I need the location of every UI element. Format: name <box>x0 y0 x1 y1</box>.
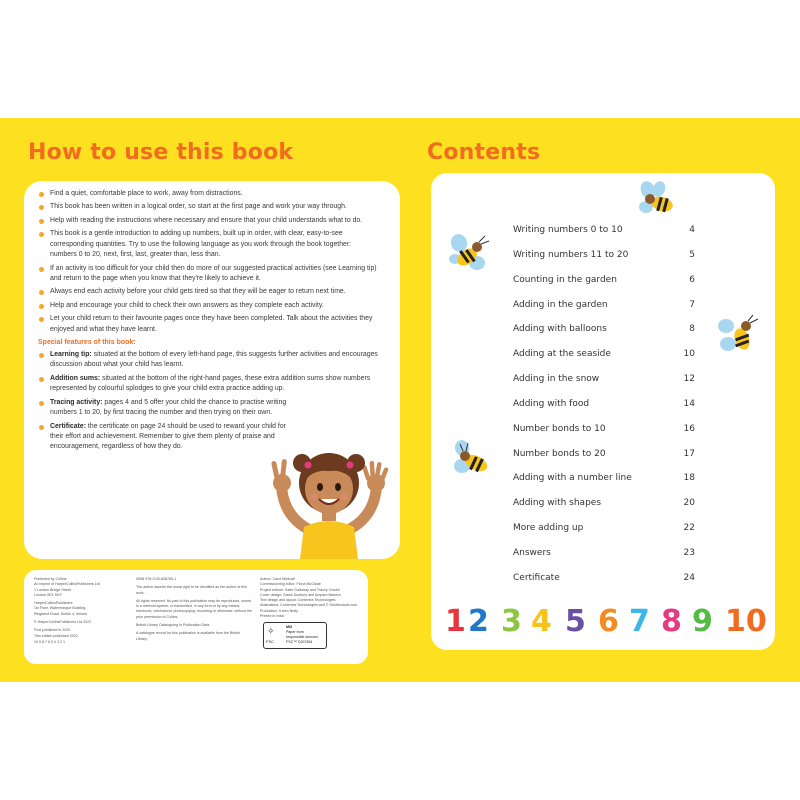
number-glyph: 1 <box>445 604 466 639</box>
features-list <box>38 350 378 453</box>
credit-line: Illustrations: Contentra Technologies and © Shutterstock.com <box>260 603 358 608</box>
editions-block <box>34 628 122 639</box>
number-glyph: 5 <box>565 604 586 639</box>
number-glyph: 3 <box>501 604 522 639</box>
toc-entry <box>513 573 695 587</box>
imprint-credits-column <box>260 577 364 622</box>
toc-title: Writing numbers 0 to 10 <box>513 225 623 235</box>
fsc-label-line: MIX <box>286 625 293 629</box>
feature-item <box>38 422 288 453</box>
feature-text: the certificate on page 24 should be used to reward your child for their effort and achievement. Remember to give them plenty of praise and encouragement, regardless of how they do. <box>50 422 286 451</box>
toc-title: Answers <box>513 548 551 558</box>
imprint-line: This edition published 2022 <box>34 633 78 638</box>
special-features-title: Special features of this book: <box>38 338 136 346</box>
toc-entry <box>513 300 695 314</box>
bee-icon <box>452 438 498 480</box>
imprint-line: First published in 2020 <box>34 628 71 633</box>
toc-page-number: 20 <box>683 498 695 508</box>
toc-page-number: 24 <box>683 573 695 583</box>
feature-term: Tracing activity: <box>50 398 103 406</box>
credit-line: Project editors: Katie Galloway and Tracey Cowell <box>260 587 340 592</box>
number-glyph: 6 <box>598 604 619 639</box>
credit-line: Text design and layout: Contentra Technologies <box>260 598 336 603</box>
toc-entry <box>513 324 695 338</box>
fsc-label-line: FSC™ C007454 <box>286 640 313 644</box>
imprint-line: 1 London Bridge Street <box>34 587 71 592</box>
bee-icon <box>716 314 762 358</box>
feature-item <box>38 350 378 371</box>
how-to-use-heading: How to use this book <box>28 140 294 165</box>
toc-page-number: 6 <box>689 275 695 285</box>
rights-paragraph: A catalogue record for this publication is available from the British Library. <box>136 631 240 641</box>
publisher-block <box>34 577 122 598</box>
dublin-block <box>34 601 122 617</box>
feature-text: pages 4 and 5 offer your child the chance to practise writing numbers 1 to 20, by first tracing the number and then trying on their own. <box>50 398 287 417</box>
instruction-item: Find a quiet, comfortable place to work, away from distractions. <box>38 189 378 199</box>
toc-title: Number bonds to 10 <box>513 424 606 434</box>
imprint-panel <box>24 570 368 664</box>
instruction-item: If an activity is too difficult for your child then do more of our suggested practical activities (see Learning tip) and return to the page when you know that they're likely to achieve it. <box>38 264 378 285</box>
imprint-rights-column <box>136 577 252 645</box>
toc-page-number: 18 <box>683 473 695 483</box>
rights-paragraph: All rights reserved. No part of this publication may be reproduced, stored in a retrieval system, or transmitted, in any form or by any means, electronic, mechanical, photocopying, recording or otherwise, without the prior permission of Collins. <box>136 598 252 619</box>
toc-page-number: 5 <box>689 250 695 260</box>
number-glyph: 2 <box>468 604 489 639</box>
instruction-item: This book is a gentle introduction to adding up numbers, built up in order, with clear, easy-to-see corresponding quantities. Try to use the following language as you work through the book together: numbers 0 to 20, next, first, last, greater than, less than. <box>38 229 378 260</box>
instruction-item: Let your child return to their favourite pages once they have been completed. Talk about the activities they enjoyed and what they have learnt. <box>38 314 378 335</box>
imprint-line: HarperCollinsPublishers <box>34 601 73 606</box>
toc-page-number: 22 <box>683 523 695 533</box>
toc-title: Adding with shapes <box>513 498 602 508</box>
imprint-line: Ringsend Road, Dublin 4, Ireland <box>34 611 87 616</box>
book-spread <box>0 118 800 682</box>
toc-page-number: 10 <box>683 349 695 359</box>
isbn-line: ISBN 978-0-00-838789-1 <box>136 577 177 581</box>
toc-title: Adding in the snow <box>513 374 600 384</box>
toc-title: Counting in the garden <box>513 275 617 285</box>
imprint-line: 1st Floor, Watermarque Building, <box>34 606 87 611</box>
toc-entry <box>513 523 695 537</box>
feature-term: Learning tip: <box>50 350 92 358</box>
feature-term: Addition sums: <box>50 374 101 382</box>
print-line: 10 9 8 7 6 5 4 3 2 1 <box>34 639 65 644</box>
toc-entry <box>513 424 695 438</box>
toc-title: Adding with balloons <box>513 324 607 334</box>
instruction-item: This book has been written in a logical order, so start at the first page and work your way through. <box>38 202 378 212</box>
toc-page-number: 14 <box>683 399 695 409</box>
credit-line: Cover design: Sarah Duxbury and Amparo Barrera <box>260 592 341 597</box>
number-row <box>441 605 769 641</box>
toc-title: Adding at the seaside <box>513 349 611 359</box>
bee-icon <box>632 181 678 219</box>
feature-term: Certificate: <box>50 422 86 430</box>
number-glyph: 4 <box>531 604 552 639</box>
toc-entry <box>513 473 695 487</box>
toc-entry <box>513 498 695 512</box>
copyright-line: © HarperCollinsPublishers Ltd 2022 <box>34 620 92 625</box>
rights-paragraph: The author asserts the moral right to be identified as the author of this work. <box>136 585 247 595</box>
number-glyph: 8 <box>661 604 682 639</box>
credit-line: Production: Karen Nulty <box>260 608 298 613</box>
toc-page-number: 16 <box>683 424 695 434</box>
toc-entry <box>513 399 695 413</box>
toc-entry <box>513 225 695 239</box>
instruction-item: Always end each activity before your child gets tired so that they will be eager to return next time. <box>38 287 378 297</box>
credit-line: Commissioning editor: Fiona McGlade <box>260 582 321 587</box>
contents-heading: Contents <box>427 140 541 165</box>
toc-page-number: 23 <box>683 548 695 558</box>
number-glyph: 9 <box>692 604 713 639</box>
fsc-label-line: responsible sources <box>286 635 318 639</box>
feature-item <box>38 398 288 419</box>
bee-icon <box>447 233 495 275</box>
credit-line: Printed in India <box>260 614 284 619</box>
feature-text: situated at the bottom of the right-hand pages, these extra addition sums show numbers represented by colourful splodges to give your child extra practice adding up. <box>50 374 371 393</box>
credit-line: Author: Carol Medcalf <box>260 577 295 581</box>
instructions-list <box>38 189 378 456</box>
fsc-certification-badge <box>263 622 327 649</box>
toc-page-number: 7 <box>689 300 695 310</box>
fsc-label-line: Paper from <box>286 630 304 634</box>
feature-text: situated at the bottom of every left-hand page, this suggests further activities and encourages discussion about what your child has learnt. <box>50 350 378 369</box>
fsc-logo-text: FSC <box>266 639 274 644</box>
toc-entry <box>513 349 695 363</box>
feature-item <box>38 374 378 395</box>
toc-page-number: 4 <box>689 225 695 235</box>
imprint-publisher-column <box>34 577 122 648</box>
toc-page-number: 12 <box>683 374 695 384</box>
rights-paragraph: British Library Cataloguing in Publication Data <box>136 623 210 628</box>
toc-title: Adding with food <box>513 399 590 409</box>
toc-page-number: 17 <box>683 449 695 459</box>
imprint-line: An imprint of HarperCollinsPublishers Ltd <box>34 582 100 587</box>
toc-title: Certificate <box>513 573 560 583</box>
toc-title: More adding up <box>513 523 584 533</box>
toc-page-number: 8 <box>689 324 695 334</box>
instructions-panel <box>24 181 400 559</box>
toc-title: Writing numbers 11 to 20 <box>513 250 629 260</box>
toc-entry <box>513 449 695 463</box>
imprint-line: London SE1 9GF <box>34 592 62 597</box>
instruction-item: Help and encourage your child to check their own answers as they complete each activity. <box>38 301 378 311</box>
number-glyph: 7 <box>629 604 650 639</box>
imprint-line: Published by Collins <box>34 577 67 581</box>
child-illustration <box>264 431 394 559</box>
toc-title: Number bonds to 20 <box>513 449 606 459</box>
fsc-label <box>286 625 318 645</box>
toc-title: Adding in the garden <box>513 300 608 310</box>
toc-entry <box>513 275 695 289</box>
toc-entry <box>513 250 695 264</box>
fsc-tree-icon: ✧ <box>267 626 275 636</box>
toc-title: Adding with a number line <box>513 473 632 483</box>
number-glyph: 10 <box>725 604 767 639</box>
credits-block <box>260 577 364 619</box>
instruction-item: Help with reading the instructions where necessary and ensure that your child understands what to do. <box>38 216 378 226</box>
toc-entry <box>513 374 695 388</box>
toc-entry <box>513 548 695 562</box>
